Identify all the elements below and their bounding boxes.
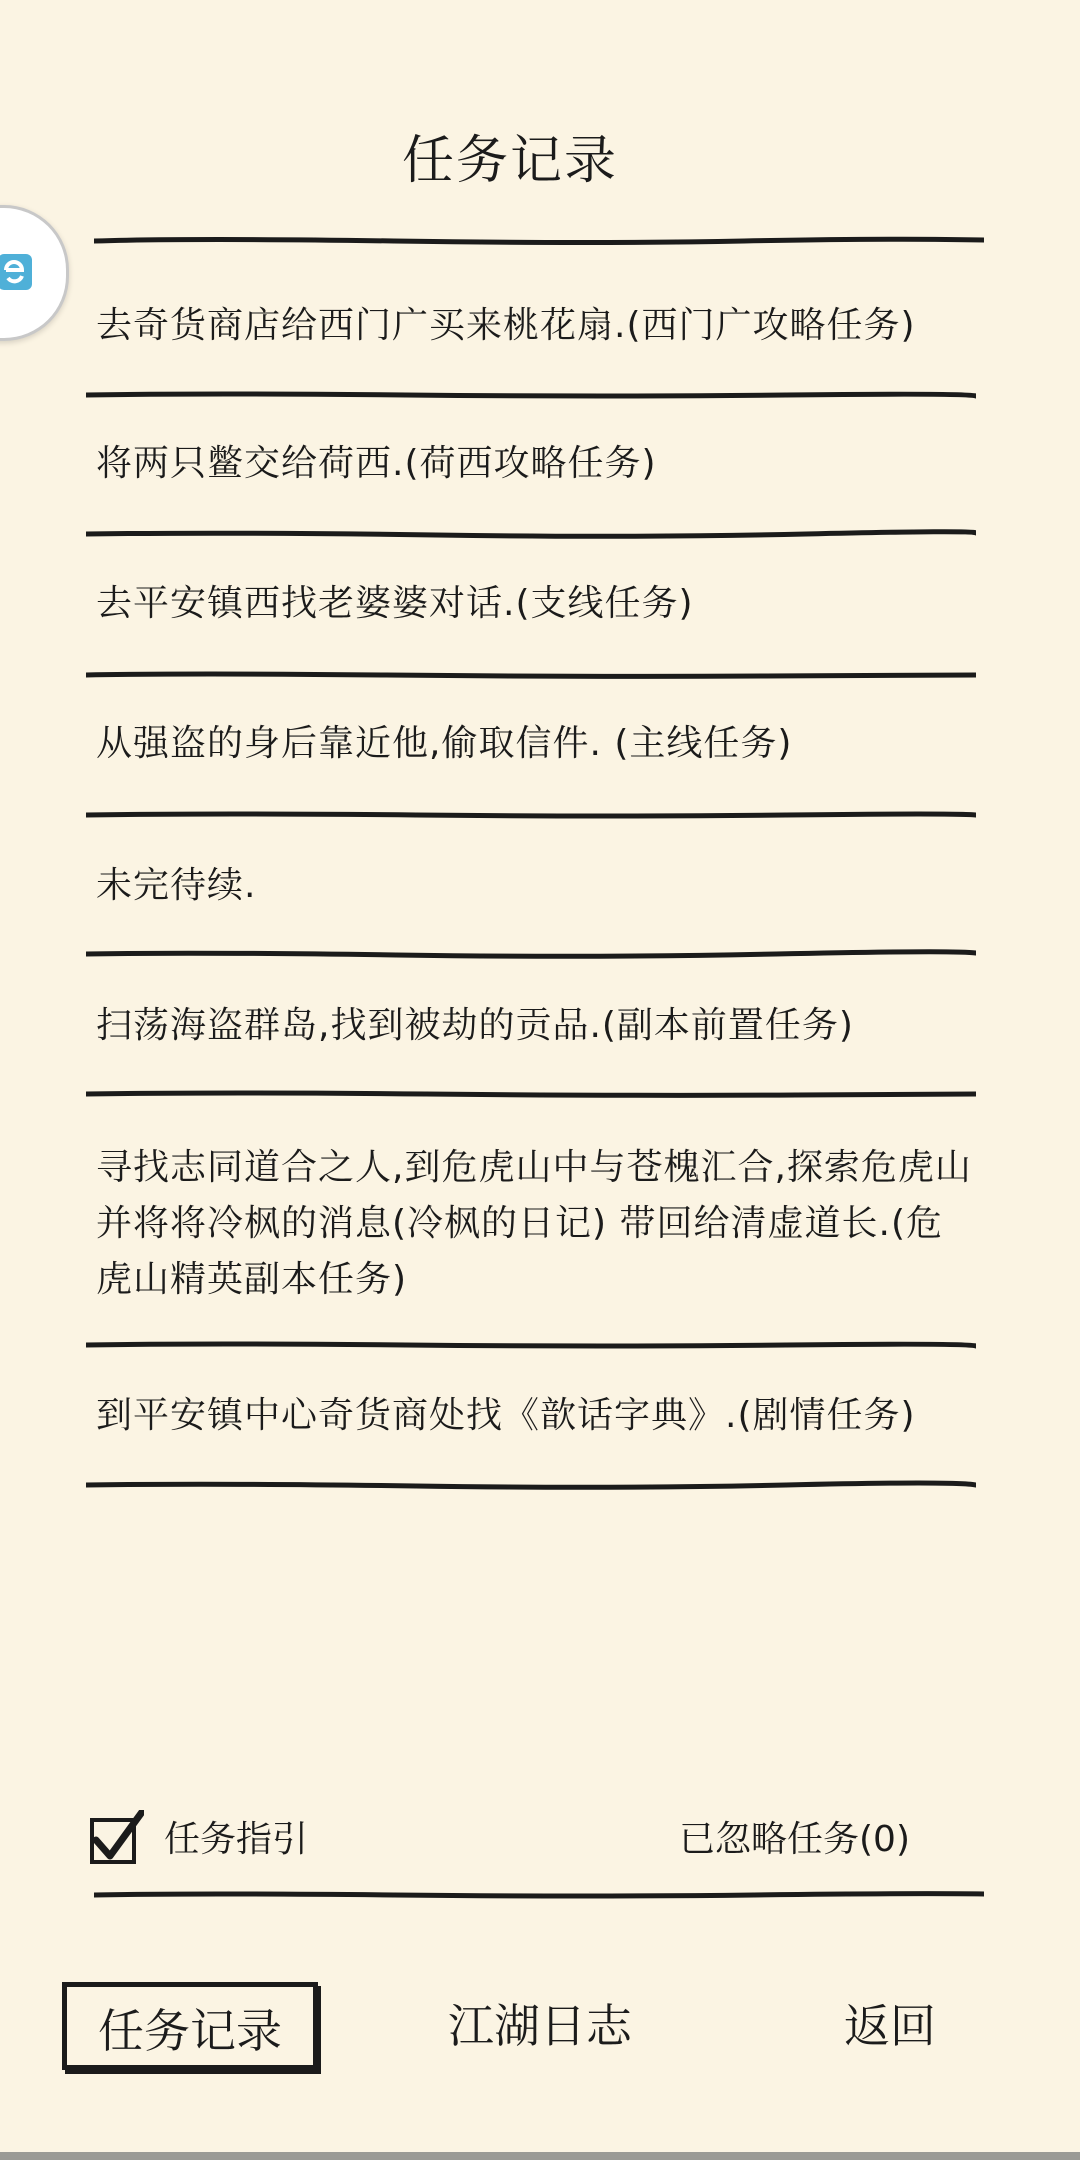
tab-jianghu-journal[interactable]: 江湖日志	[448, 1999, 632, 2053]
divider	[86, 949, 976, 959]
app-helper-icon	[0, 248, 34, 296]
quest-item[interactable]: 未完待续.	[96, 865, 257, 906]
divider	[86, 390, 976, 400]
divider	[86, 529, 976, 539]
divider	[86, 810, 976, 820]
ignored-tasks-link[interactable]: 已忽略任务(0)	[679, 1819, 910, 1860]
quest-item[interactable]: 将两只鳖交给荷西.(荷西攻略任务)	[96, 443, 657, 484]
back-button[interactable]: 返回	[844, 1999, 936, 2053]
quest-item[interactable]: 去平安镇西找老婆婆对话.(支线任务)	[96, 583, 694, 624]
quest-item[interactable]: 扫荡海盗群岛,找到被劫的贡品.(副本前置任务)	[96, 1005, 854, 1046]
divider	[94, 236, 984, 246]
quest-item[interactable]: 去奇货商店给西门广买来桃花扇.(西门广攻略任务)	[96, 305, 916, 346]
divider	[86, 670, 976, 680]
guide-label: 任务指引	[164, 1819, 309, 1860]
divider	[86, 1480, 976, 1490]
page-title: 任务记录	[401, 131, 618, 191]
floating-helper-button[interactable]	[0, 205, 69, 341]
guide-checkbox[interactable]	[88, 1810, 144, 1866]
quest-item[interactable]: 到平安镇中心奇货商处找《歆话字典》.(剧情任务)	[96, 1395, 916, 1436]
divider	[94, 1890, 984, 1900]
divider	[86, 1089, 976, 1099]
checkmark-icon	[88, 1810, 144, 1866]
tab-task-records[interactable]: 任务记录	[62, 1982, 318, 2070]
divider	[86, 1340, 976, 1350]
system-bottom-bar	[0, 2152, 1080, 2160]
quest-item[interactable]: 寻找志同道合之人,到危虎山中与苍槐汇合,探索危虎山并将将冷枫的消息(冷枫的日记) 带回给清虚道长.(危虎山精英副本任务)	[96, 1147, 972, 1300]
quest-item[interactable]: 从强盗的身后靠近他,偷取信件. (主线任务)	[96, 723, 793, 764]
